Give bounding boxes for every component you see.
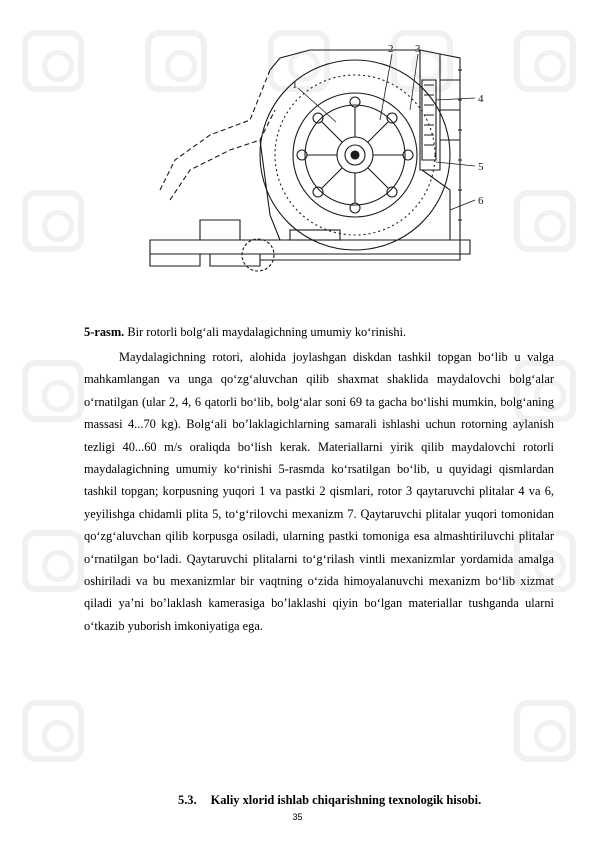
callout-label: 6 [478, 195, 484, 207]
watermark-tile [22, 700, 84, 762]
crusher-drawing [140, 40, 500, 280]
base-frame [150, 240, 470, 254]
watermark-tile [514, 30, 576, 92]
watermark-tile [22, 530, 84, 592]
callout-label: 5 [478, 161, 484, 173]
watermark-tile [22, 360, 84, 422]
watermark-tile [514, 190, 576, 252]
section-number: 5.3. [178, 793, 197, 807]
page-number: 35 [292, 812, 303, 822]
watermark-tile [22, 30, 84, 92]
body-paragraph: Maydalagichning rotori, alohida joylashgan diskdan tashkil topgan bo‘lib u valga mahkamlangan va unga qo‘zg‘aluvchan qilib shaxmat shaklida maydalovchi bolg‘alar o‘rnatilgan (ular 2, 4, 6 qatorli bo‘lib, bolg‘alar soni 69 ta gacha bo‘lishi mumkin, bolg‘aning massasi 4...70 kg). Bolg‘ali bo’laklagichlarning samarali ishlashi uchun rotorning aylanish tezligi 40...60 m/s oraliqda bo‘lish kerak. Materiallarni yirik qilib maydalovchi rotorli maydalagichning umumiy ko‘rinishi 5-rasmda ko‘rsatilgan bo‘lib, u quyidagi qismlardan tashkil topgan; korpusning yuqori 1 va pastki 2 qismlari, rotor 3 qaytaruvchi plitalar 4 va 6, yeyilishga chidamli plita 5, to‘g‘rilovchi mexanizm 7. Qaytaruvchi plitalar yuqori tomonidan qo‘zg‘aluvchan qilib korpusga osiladi, ularning pastki tomoniga esa almashtiriluvchi plitalar o‘rnatilgan bo‘ladi. Qaytaruvchi plitalarni to‘g‘rilash vintli mexanizmlar yordamida amalga oshiriladi va bu mexanizmlar bir vaqtning o‘zida himoyalanuvchi mexanizm bo‘lib xizmat qiladi ya’ni bo’laklash kamerasiga bo’laklashi qiyin bo‘lgan materiallar tushganda ularni o‘tkazib yuborish imkoniyatiga ega. [84, 350, 554, 633]
callout-label: 3 [415, 43, 421, 55]
figure-caption [84, 324, 554, 341]
section-title: Kaliy xlorid ishlab chiqarishning texnologik hisobi. [210, 793, 482, 807]
section-heading [178, 793, 481, 808]
figure-caption-text: Bir rotorli bolg‘ali maydalagichning umumiy ko‘rinishi. [124, 325, 407, 339]
watermark-tile [514, 700, 576, 762]
callout-label: 2 [388, 43, 394, 55]
right-housing-column [420, 50, 440, 170]
housing-outline [260, 50, 460, 260]
watermark-tile [22, 190, 84, 252]
callout-label: 1 [292, 79, 298, 91]
callout-label: 4 [478, 93, 484, 105]
breaker-plate-upper [422, 80, 436, 160]
figure-caption-label: 5-rasm. [84, 325, 125, 339]
open-door-outline [160, 70, 270, 190]
